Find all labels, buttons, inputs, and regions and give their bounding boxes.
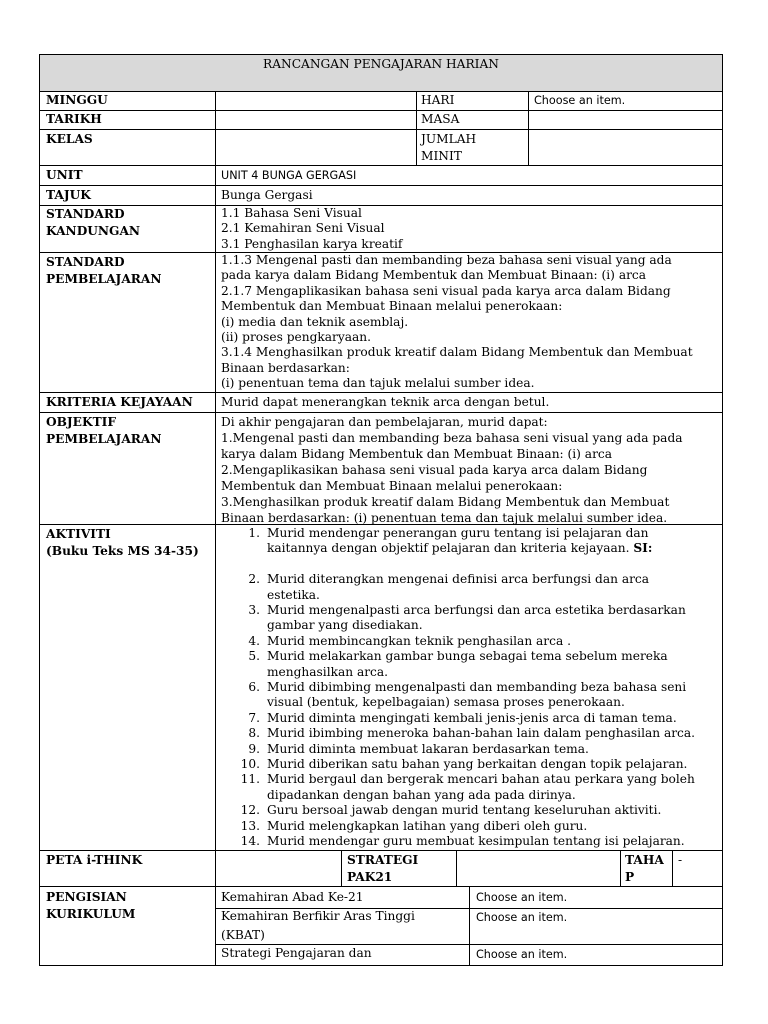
list-item-number: 12. [240, 803, 260, 818]
list-item-number: 3. [248, 603, 260, 618]
aktiviti-label-2: (Buku Teks MS 34-35) [46, 544, 199, 558]
standard-pembelajaran-line: 1.1.3 Mengenal pasti dan membanding beza bahasa seni visual yang ada [221, 253, 672, 267]
list-item-line: Murid ibimbing meneroka bahan-bahan lain dalam penghasilan arca. [267, 726, 696, 741]
unit-label: UNIT [46, 168, 83, 182]
list-item [220, 819, 695, 834]
standard-pembelajaran-label-1: STANDARD [46, 255, 125, 269]
standard-pembelajaran-text [221, 253, 693, 392]
standard-pembelajaran-line: (i) media dan teknik asemblaj. [221, 314, 409, 329]
list-item-number: 7. [248, 710, 260, 725]
list-item-line: Murid bergaul dan bergerak mencari bahan atau perkara yang boleh [267, 772, 695, 787]
kriteria-kejayaan-label: KRITERIA KEJAYAAN [46, 395, 193, 409]
objektif-line: Binaan berdasarkan: (i) penentuan tema dan tajuk melalui sumber idea. [221, 511, 668, 525]
list-item [220, 680, 695, 711]
standard-kandungan-label-1: STANDARD [46, 207, 125, 221]
aktiviti-list [220, 526, 695, 850]
standard-pembelajaran-line: pada karya dalam Bidang Membentuk dan Membuat Binaan: (i) arca [221, 268, 646, 283]
list-item-line: Murid mendengar guru membuat kesimpulan tentang isi pelajaran. [267, 834, 685, 849]
strategi-pengajaran-select[interactable]: Choose an item. [476, 948, 568, 961]
list-item [220, 757, 695, 772]
list-item [220, 634, 695, 649]
tahap-label-2: P [625, 870, 635, 884]
kelas-label: KELAS [46, 132, 93, 146]
list-item-line: Murid mendengar penerangan guru tentang isi pelajaran dan [267, 526, 649, 540]
list-item [220, 834, 695, 849]
standard-pembelajaran-line: Membentuk dan Membuat Binaan melalui penerokaan: [221, 299, 563, 314]
page-title: RANCANGAN PENGAJARAN HARIAN [263, 57, 499, 71]
list-item [220, 726, 695, 741]
strategi-pengajaran-label: Strategi Pengajaran dan [221, 946, 372, 960]
list-item-line: Murid diberikan satu bahan yang berkaitan dengan topik pelajaran. [267, 757, 688, 772]
tahap-value[interactable]: - [678, 853, 683, 867]
unit-value: UNIT 4 BUNGA GERGASI [221, 169, 357, 182]
standard-kandungan-line: 1.1 Bahasa Seni Visual [221, 206, 362, 220]
list-item-number: 8. [248, 726, 260, 741]
list-item-line: dipadankan dengan bahan yang ada pada dirinya. [267, 787, 576, 802]
list-item [220, 649, 695, 680]
list-item-line: Murid melengkapkan latihan yang diberi oleh guru. [267, 818, 588, 833]
strategi-pak21-label-1: STRATEGI [347, 853, 419, 867]
standard-pembelajaran-line: Binaan berdasarkan: [221, 360, 350, 375]
list-item [220, 742, 695, 757]
list-item-line: kaitannya dengan objektif pelajaran dan kriteria kejayaan. [267, 541, 630, 556]
jumlah-minit-label-1: JUMLAH [421, 132, 477, 146]
list-item [220, 711, 695, 726]
kemahiran-abad-select[interactable]: Choose an item. [476, 891, 568, 904]
standard-pembelajaran-line: (i) penentuan tema dan tajuk melalui sumber idea. [221, 376, 535, 391]
kemahiran-abad-label: Kemahiran Abad Ke-21 [221, 890, 364, 904]
standard-pembelajaran-line: 2.1.7 Mengaplikasikan bahasa seni visual pada karya arca dalam Bidang [221, 283, 671, 298]
tarikh-label: TARIKH [46, 112, 102, 126]
list-item-line: gambar yang disediakan. [267, 618, 423, 633]
objektif-line: 1.Mengenal pasti dan membanding beza bahasa seni visual yang ada pada [221, 431, 683, 445]
pengisian-label-1: PENGISIAN [46, 890, 127, 904]
objektif-label-1: OBJEKTIF [46, 415, 116, 429]
list-item-number: 13. [240, 818, 260, 833]
objektif-text [221, 414, 683, 526]
objektif-line: Di akhir pengajaran dan pembelajaran, murid dapat: [221, 415, 548, 429]
tajuk-value: Bunga Gergasi [221, 188, 313, 202]
list-item-line: Murid melakarkan gambar bunga sebagai tema sebelum mereka [267, 649, 668, 664]
si-marker: SI: [633, 541, 653, 556]
tahap-label-1: TAHA [625, 853, 664, 867]
hari-label: HARI [421, 93, 455, 107]
kbat-label-1: Kemahiran Berfikir Aras Tinggi [221, 909, 415, 923]
list-item-line: estetika. [267, 587, 320, 602]
standard-kandungan-line: 3.1 Penghasilan karya kreatif [221, 236, 403, 251]
standard-kandungan-list [221, 206, 402, 252]
kriteria-kejayaan-value: Murid dapat menerangkan teknik arca dengan betul. [221, 395, 550, 409]
list-item-line: visual (bentuk, kepelbagaian) semasa proses penerokaan. [267, 695, 625, 710]
tajuk-label: TAJUK [46, 188, 91, 202]
pengisian-label-2: KURIKULUM [46, 907, 136, 921]
list-item [220, 803, 695, 818]
minggu-label: MINGGU [46, 93, 108, 107]
standard-kandungan-label-2: KANDUNGAN [46, 224, 141, 238]
kbat-label-2: (KBAT) [221, 928, 265, 942]
objektif-line: 2.Mengaplikasikan bahasa seni visual pada karya arca dalam Bidang [221, 463, 648, 477]
list-item-number: 1. [248, 526, 260, 540]
aktiviti-label-1: AKTIVITI [46, 527, 111, 541]
list-item-number: 9. [248, 741, 260, 756]
list-item-number: 5. [248, 649, 260, 664]
list-item [220, 526, 695, 557]
list-item-number: 6. [248, 680, 260, 695]
strategi-pak21-label-2: PAK21 [347, 870, 393, 884]
list-item [220, 603, 695, 634]
jumlah-minit-label-2: MINIT [421, 149, 462, 163]
masa-label: MASA [421, 112, 460, 126]
objektif-line: 3.Menghasilkan produk kreatif dalam Bidang Membentuk dan Membuat [221, 495, 670, 509]
list-item-line: Murid diterangkan mengenai definisi arca berfungsi dan arca [267, 572, 650, 587]
list-item-line: menghasilkan arca. [267, 664, 389, 679]
list-item-number: 2. [248, 572, 260, 587]
standard-pembelajaran-line: 3.1.4 Menghasilkan produk kreatif dalam Bidang Membentuk dan Membuat [221, 345, 693, 360]
list-item-number: 14. [240, 834, 260, 849]
list-item-line: Murid dibimbing mengenalpasti dan membanding beza bahasa seni [267, 680, 687, 695]
peta-ithink-label: PETA i-THINK [46, 853, 143, 867]
list-item [220, 572, 695, 603]
list-item-line: Murid diminta membuat lakaran berdasarkan tema. [267, 741, 589, 756]
list-item-line: Murid mengenalpasti arca berfungsi dan arca estetika berdasarkan [267, 603, 686, 618]
objektif-label-2: PEMBELAJARAN [46, 432, 162, 446]
list-item-line: Murid membincangkan teknik penghasilan arca . [267, 633, 571, 648]
kbat-select[interactable]: Choose an item. [476, 911, 568, 924]
hari-select[interactable]: Choose an item. [534, 94, 626, 107]
standard-kandungan-line: 2.1 Kemahiran Seni Visual [221, 221, 385, 236]
list-item [220, 772, 695, 803]
list-item-number: 10. [240, 757, 260, 772]
objektif-line: karya dalam Bidang Membentuk dan Membuat Binaan: (i) arca [221, 447, 612, 461]
objektif-line: Membentuk dan Membuat Binaan melalui penerokaan: [221, 479, 563, 493]
standard-pembelajaran-label-2: PEMBELAJARAN [46, 272, 162, 286]
standard-pembelajaran-line: (ii) proses pengkaryaan. [221, 330, 372, 345]
list-item-line: Guru bersoal jawab dengan murid tentang keseluruhan aktiviti. [267, 803, 662, 818]
list-item-line: Murid diminta mengingati kembali jenis-jenis arca di taman tema. [267, 710, 677, 725]
list-item-number: 4. [248, 633, 260, 648]
list-item-number: 11. [240, 772, 260, 787]
